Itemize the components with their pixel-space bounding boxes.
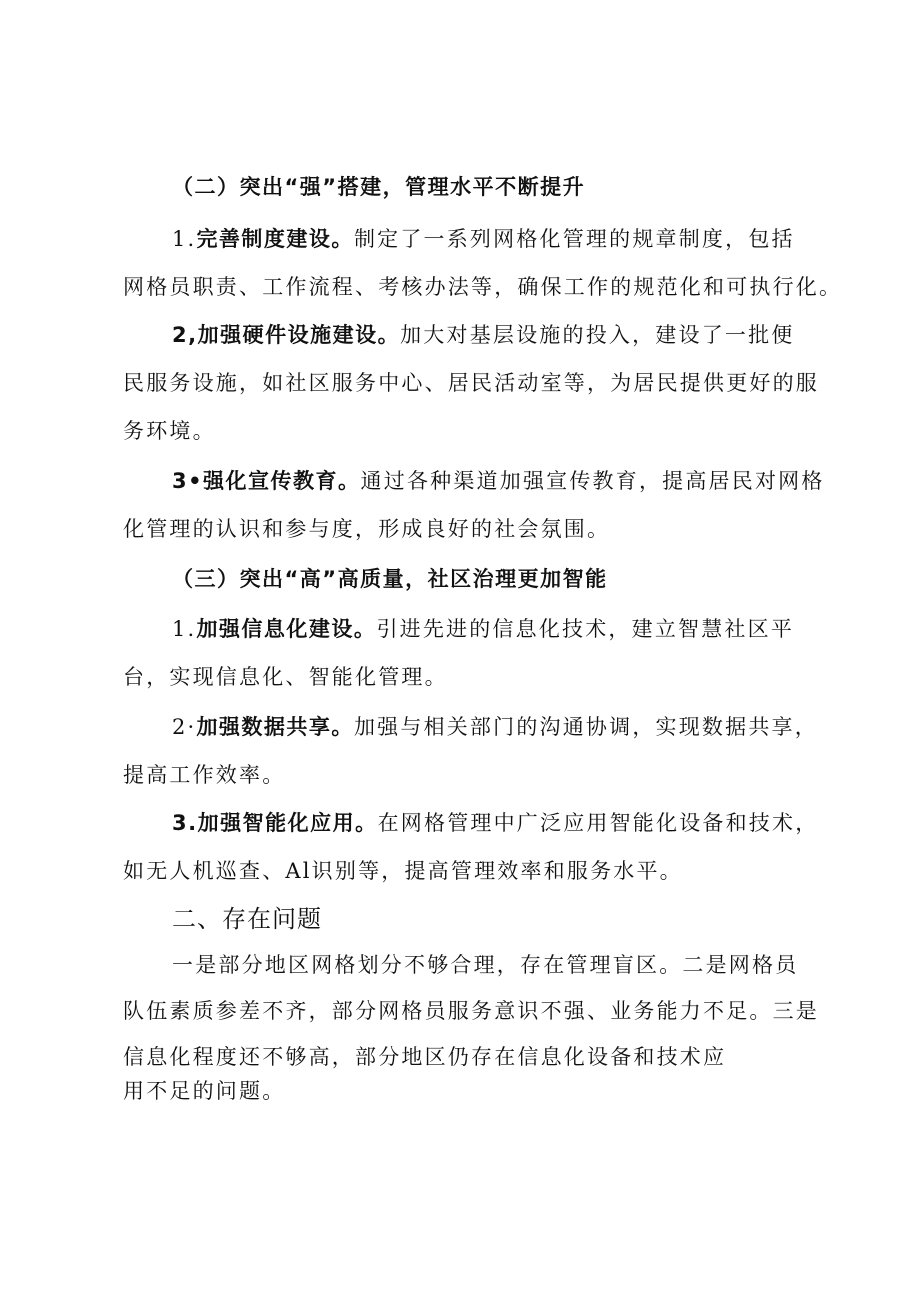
paragraph-6-line-1 [172,808,818,838]
paragraph-2-line-2: 民服务设施，如社区服务中心、居民活动室等，为居民提供更好的服 [123,371,819,395]
item-text: 通过各种渠道加强宣传教育，提高居民对网格 [360,469,825,493]
item-number: 1. [172,227,197,251]
item-title: 强化宣传教育。 [203,469,361,493]
paragraph-1-line-1 [172,224,795,254]
section-heading: 二、存在问题 [172,905,322,933]
item-title: 加强信息化建设。 [196,617,377,641]
item-title: 加强智能化应用。 [197,811,378,835]
item-text: 引进先进的信息化技术，建立智慧社区平 [376,617,795,641]
item-title: 加强数据共享。 [196,715,354,739]
item-title: 加强硬件设施建设。 [197,323,401,347]
paragraph-7-line-1: 一是部分地区网格划分不够合理，存在管理盲区。二是网格员 [172,953,799,977]
paragraph-2-line-3: 务环境。 [123,419,216,443]
paragraph-7-line-2: 队伍素质参差不齐，部分网格员服务意识不强、业务能力不足。三是 [123,999,819,1023]
paragraph-6-line-2: 如无人机巡查、Al识别等，提高管理效率和服务水平。 [123,859,683,883]
item-number: 2, [172,323,198,347]
item-text: 加强与相关部门的沟通协调，实现数据共享， [353,715,818,739]
item-number: 3. [172,811,198,835]
subheading-2: （二）突出“强”搭建，管理水平不断提升 [172,175,586,199]
subheading-3: （三）突出“高”高质量，社区治理更加智能 [172,567,608,591]
paragraph-4-line-2: 台，实现信息化、智能化管理。 [123,665,448,689]
item-title: 完善制度建设。 [196,227,354,251]
paragraph-2-line-1 [172,320,795,350]
item-text: 加大对基层设施的投入，建设了一批便 [400,323,795,347]
paragraph-4-line-1 [172,614,794,644]
item-number: 3• [172,469,204,493]
item-text: 在网格管理中广泛应用智能化设备和技术， [377,811,819,835]
item-number: 1. [172,617,197,641]
paragraph-5-line-2: 提高工作效率。 [123,763,286,787]
paragraph-7-line-4: 用不足的问题。 [123,1079,286,1103]
paragraph-5-line-1 [172,712,818,742]
paragraph-1-line-2: 网格员职责、工作流程、考核办法等，确保工作的规范化和可执行化。 [123,275,843,299]
paragraph-3-line-1 [172,466,825,496]
paragraph-7-line-3: 信息化程度还不够高，部分地区仍存在信息化设备和技术应 [123,1045,727,1069]
paragraph-3-line-2: 化管理的认识和参与度，形成良好的社会氛围。 [123,517,611,541]
item-text: 制定了一系列网格化管理的规章制度，包括 [353,227,795,251]
item-number: 2· [172,715,197,739]
